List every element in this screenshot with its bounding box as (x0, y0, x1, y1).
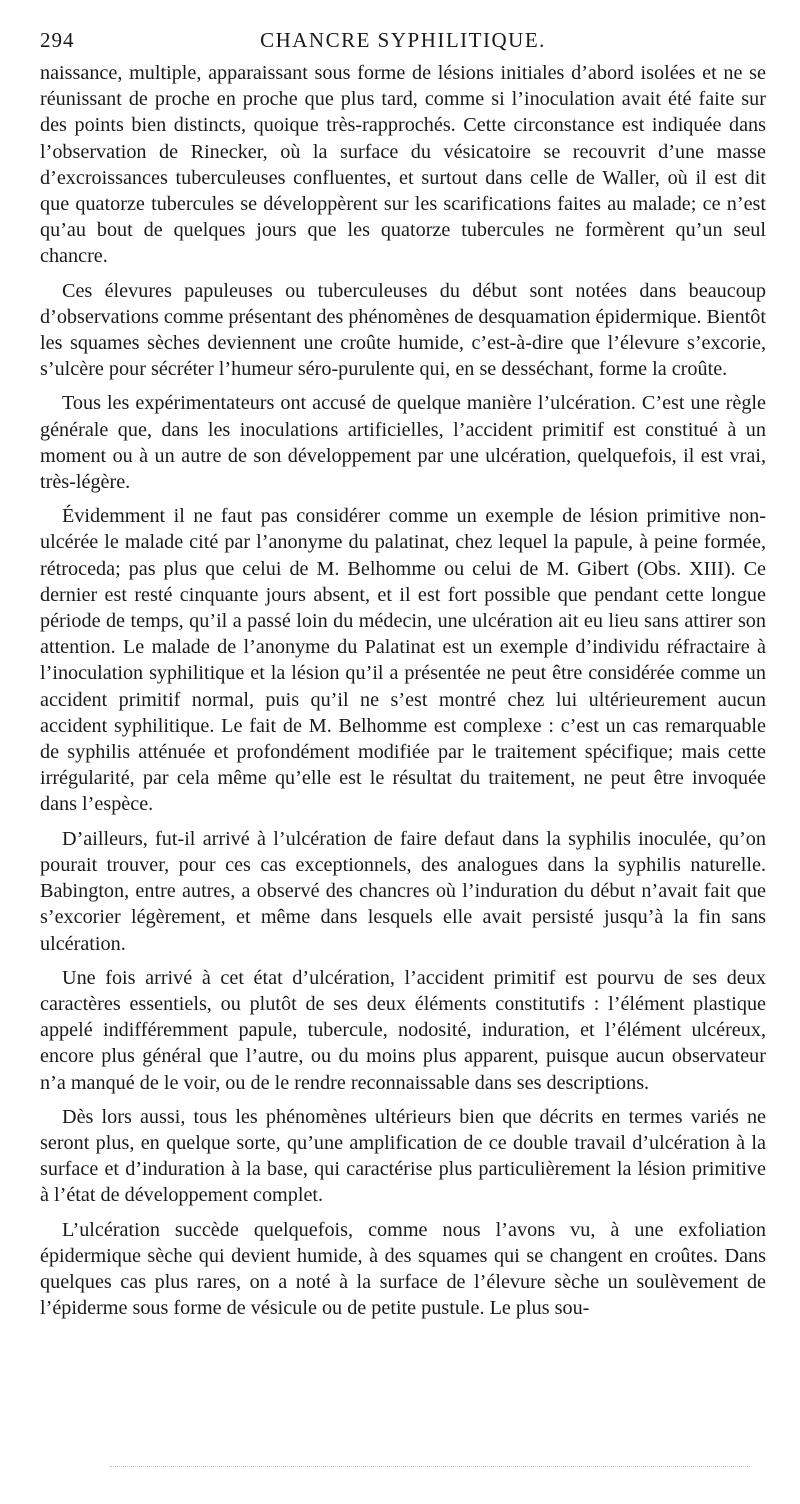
paragraph: Une fois arrivé à cet état d’ulcération, l’accident primitif est pourvu de ses deux caractères essentiels, ou plutôt de ses deux éléments constitutifs : l’élément plastique appelé indifféremment papule, tubercule, nodosité, induration, et l’élément ulcéreux, encore plus général que l’autre, ou du moins plus apparent, puisque aucun observateur n’a manqué de le voir, ou de le rendre reconnaissable dans ses descriptions. (40, 966, 766, 1094)
paragraph: Tous les expérimentateurs ont accusé de quelque manière l’ulcération. C’est une règle générale que, dans les inoculations artificielles, l’accident primitif est constitué à un moment ou à un autre de son développement par une ulcération, quelquefois, il est vrai, très-légère. (40, 392, 766, 494)
scan-artifact-dots (110, 1466, 750, 1471)
page-number: 294 (40, 28, 75, 52)
page-header (40, 28, 766, 58)
paragraph: Ces élevures papuleuses ou tuberculeuses du début sont notées dans beaucoup d’observations comme présentant des phénomènes de desquamation épidermique. Bientôt les squames sèches deviennent une croûte humide, c’est-à-dire que l’élevure s’excorie, s’ulcère pour sécréter l’humeur séro-purulente qui, en se desséchant, forme la croûte. (40, 279, 766, 381)
paragraph: Évidemment il ne faut pas considérer comme un exemple de lésion primitive non-ulcérée le malade cité par l’anonyme du palatinat, chez lequel la papule, à peine formée, rétroceda; pas plus que celui de M. Belhomme ou celui de M. Gibert (Obs. XIII). Ce dernier est resté cinquante jours absent, et il est fort possible que pendant cette longue période de temps, qu’il a passé loin du médecin, une ulcération ait eu lieu sans attirer son attention. Le malade de l’anonyme du Palatinat est un exemple d’individu réfractaire à l’inoculation syphilitique et la lésion qu’il a présentée ne peut être considérée comme un accident primitif normal, puis qu’il ne s’est montré chez lui ultérieurement aucun accident syphilitique. Le fait de M. Belhomme est complexe : c’est un cas remarquable de syphilis atténuée et profondément modifiée par le traitement spécifique; mais cette irrégularité, par cela même qu’elle est le résultat du traitement, ne peut être invoquée dans l’espèce. (40, 505, 766, 816)
paragraph: Dès lors aussi, tous les phénomènes ultérieurs bien que décrits en termes variés ne seront plus, en quelque sorte, qu’une amplification de ce double travail d’ulcération à la surface et d’induration à la base, qui caractérise plus particulièrement la lésion primitive à l’état de développement complet. (40, 1105, 766, 1207)
body-text (40, 60, 766, 1321)
paragraph: D’ailleurs, fut-il arrivé à l’ulcération de faire defaut dans la syphilis inoculée, qu’on pourait trouver, pour ces cas exceptionnels, des analogues dans la syphilis naturelle. Babington, entre autres, a observé des chancres où l’induration du début n’avait fait que s’excorier légèrement, et même dans lesquels elle avait persisté jusqu’à la fin sans ulcération. (40, 827, 766, 955)
paragraph: naissance, multiple, apparaissant sous forme de lésions initiales d’abord isolées et ne se réunissant de proche en proche que plus tard, comme si l’inoculation avait été faite sur des points bien distincts, quoique très-rapprochés. Cette circonstance est indiquée dans l’observation de Rinecker, où la surface du vésicatoire se recouvrit d’une masse d’excroissances tuberculeuses confluentes, et surtout dans celle de Waller, où il est dit que quatorze tubercules se développèrent sur les scarifications faites au malade; ce n’est qu’au bout de quelques jours que les quatorze tubercules ne formèrent qu’un seul chancre. (40, 62, 766, 268)
paragraph: L’ulcération succède quelquefois, comme nous l’avons vu, à une exfoliation épidermique sèche qui devient humide, à des squames qui se changent en croûtes. Dans quelques cas plus rares, on a noté à la surface de l’élevure sèche un soulèvement de l’épiderme sous forme de vésicule ou de petite pustule. Le plus sou- (40, 1218, 766, 1320)
book-page (40, 28, 766, 1329)
running-title: CHANCRE SYPHILITIQUE. (260, 28, 546, 52)
